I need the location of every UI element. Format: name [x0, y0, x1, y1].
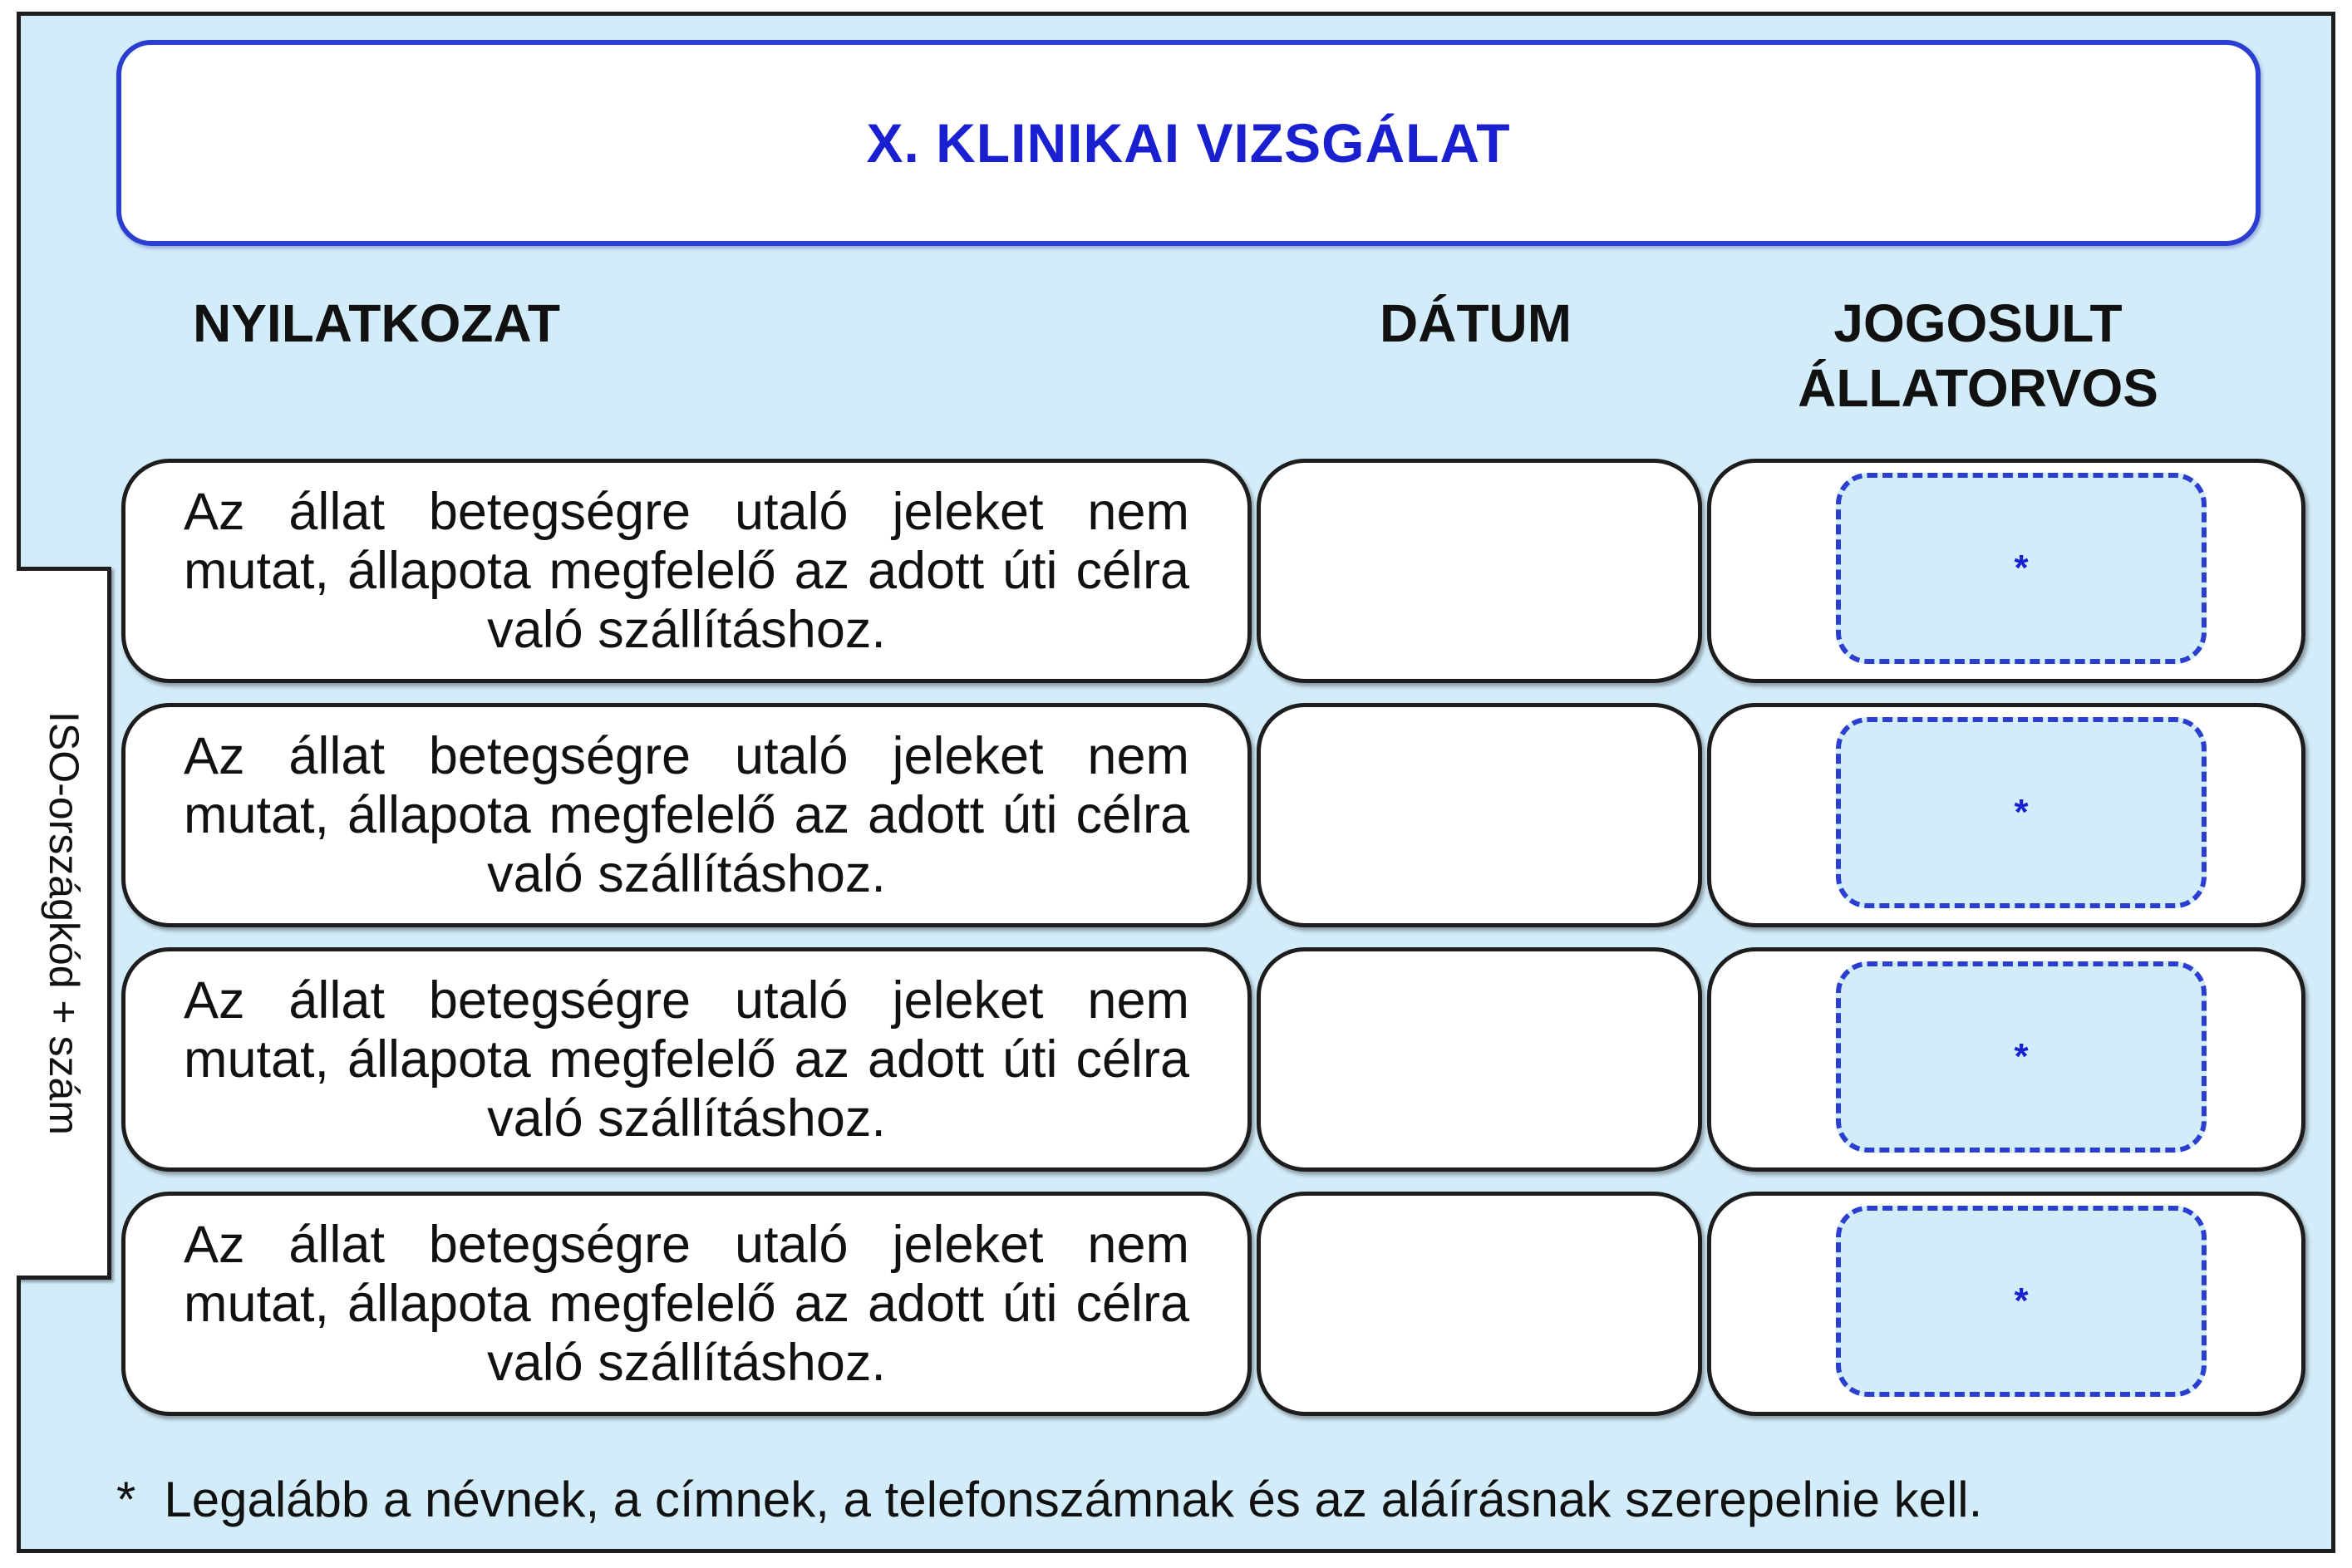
declaration-cell	[121, 703, 1252, 927]
section-title: X. KLINIKAI VIZSGÁLAT	[866, 112, 1511, 174]
side-tab-label: ISO-országkód + szám	[41, 711, 87, 1135]
declaration-text: Az állat betegségre utaló jeleket nem mutat, állapota megfelelő az adott úti célra való szállításhoz.	[184, 971, 1189, 1148]
vet-cell	[1707, 947, 2305, 1172]
declaration-cell	[121, 459, 1252, 683]
header-vet-line2: ÁLLATORVOS	[1798, 358, 2158, 418]
vet-cell	[1707, 1192, 2305, 1416]
date-field[interactable]	[1257, 459, 1702, 683]
vet-cell	[1707, 459, 2305, 683]
declaration-text: Az állat betegségre utaló jeleket nem mutat, állapota megfelelő az adott úti célra való szállításhoz.	[184, 1215, 1189, 1392]
date-field[interactable]	[1257, 703, 1702, 927]
vet-signature-field[interactable]	[1836, 473, 2207, 664]
footnote-marker: *	[2014, 1036, 2029, 1077]
declaration-cell	[121, 1192, 1252, 1416]
header-declaration: NYILATKOZAT	[193, 293, 560, 353]
footnote-marker: *	[2014, 548, 2029, 588]
section-title-box	[116, 40, 2261, 246]
header-date: DÁTUM	[1380, 293, 1572, 353]
header-authorized-vet	[1779, 291, 2177, 420]
vet-cell	[1707, 703, 2305, 927]
declaration-text: Az állat betegségre utaló jeleket nem mutat, állapota megfelelő az adott úti célra való szállításhoz.	[184, 726, 1189, 903]
footnote-marker: *	[2014, 792, 2029, 833]
declaration-text: Az állat betegségre utaló jeleket nem mutat, állapota megfelelő az adott úti célra való szállításhoz.	[184, 482, 1189, 659]
vet-signature-field[interactable]	[1836, 717, 2207, 908]
footnote-marker: *	[2014, 1280, 2029, 1321]
declaration-cell	[121, 947, 1252, 1172]
header-vet-line1: JOGOSULT	[1833, 293, 2123, 353]
footnote	[116, 1471, 1982, 1528]
vet-signature-field[interactable]	[1836, 961, 2207, 1153]
date-field[interactable]	[1257, 1192, 1702, 1416]
footnote-marker: *	[116, 1472, 136, 1527]
footnote-text: Legalább a névnek, a címnek, a telefonszámnak és az aláírásnak szerepelnie kell.	[164, 1472, 1983, 1527]
vet-signature-field[interactable]	[1836, 1206, 2207, 1397]
date-field[interactable]	[1257, 947, 1702, 1172]
